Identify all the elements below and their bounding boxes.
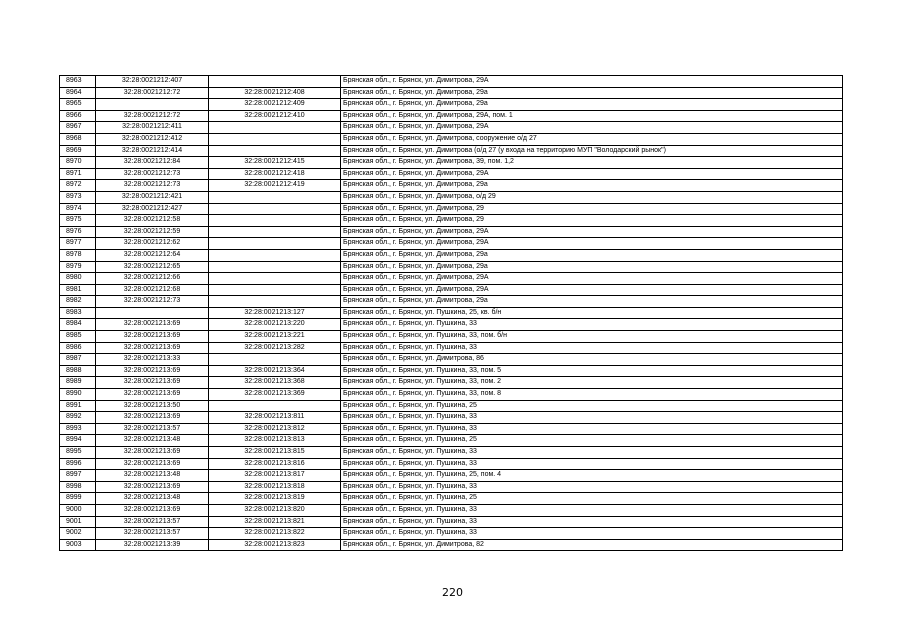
row-number-cell: 9000 xyxy=(60,504,96,516)
row-number-cell: 9001 xyxy=(60,516,96,528)
row-number-cell: 8978 xyxy=(60,249,96,261)
table-row xyxy=(60,203,843,215)
row-number-cell: 9003 xyxy=(60,539,96,551)
row-number-cell: 8993 xyxy=(60,423,96,435)
address-cell: Брянская обл., г. Брянск, ул. Пушкина, 33, пом. б/н xyxy=(341,331,843,343)
parcel-cadastral-number-cell: 32:28:0021212:421 xyxy=(96,191,209,203)
table-row xyxy=(60,504,843,516)
address-cell: Брянская обл., г. Брянск, ул. Димитрова, 29А, пом. 1 xyxy=(341,110,843,122)
address-cell: Брянская обл., г. Брянск, ул. Димитрова, 29А xyxy=(341,226,843,238)
parcel-cadastral-number-cell: 32:28:0021212:412 xyxy=(96,133,209,145)
object-cadastral-number-cell: 32:28:0021213:282 xyxy=(209,342,341,354)
parcel-cadastral-number-cell: 32:28:0021212:73 xyxy=(96,296,209,308)
object-cadastral-number-cell: 32:28:0021213:369 xyxy=(209,389,341,401)
table-row xyxy=(60,226,843,238)
table-row xyxy=(60,180,843,192)
row-number-cell: 8967 xyxy=(60,122,96,134)
row-number-cell: 8963 xyxy=(60,76,96,88)
parcel-cadastral-number-cell: 32:28:0021213:69 xyxy=(96,389,209,401)
object-cadastral-number-cell: 32:28:0021213:127 xyxy=(209,307,341,319)
address-cell: Брянская обл., г. Брянск, ул. Димитрова, 29А xyxy=(341,238,843,250)
address-cell: Брянская обл., г. Брянск, ул. Пушкина, 33 xyxy=(341,516,843,528)
row-number-cell: 8989 xyxy=(60,377,96,389)
parcel-cadastral-number-cell: 32:28:0021213:69 xyxy=(96,481,209,493)
table-row xyxy=(60,539,843,551)
table-row xyxy=(60,493,843,505)
parcel-cadastral-number-cell: 32:28:0021212:62 xyxy=(96,238,209,250)
address-cell: Брянская обл., г. Брянск, ул. Пушкина, 25, пом. 4 xyxy=(341,470,843,482)
object-cadastral-number-cell: 32:28:0021213:221 xyxy=(209,331,341,343)
row-number-cell: 8972 xyxy=(60,180,96,192)
page-number: 220 xyxy=(442,586,463,599)
address-cell: Брянская обл., г. Брянск, ул. Пушкина, 33 xyxy=(341,481,843,493)
row-number-cell: 8987 xyxy=(60,354,96,366)
object-cadastral-number-cell xyxy=(209,238,341,250)
parcel-cadastral-number-cell: 32:28:0021213:50 xyxy=(96,400,209,412)
table-row xyxy=(60,157,843,169)
parcel-cadastral-number-cell: 32:28:0021212:58 xyxy=(96,215,209,227)
row-number-cell: 8977 xyxy=(60,238,96,250)
table-row xyxy=(60,191,843,203)
row-number-cell: 8965 xyxy=(60,99,96,111)
object-cadastral-number-cell: 32:28:0021213:816 xyxy=(209,458,341,470)
address-cell: Брянская обл., г. Брянск, ул. Димитрова, 29а xyxy=(341,296,843,308)
address-cell: Брянская обл., г. Брянск, ул. Димитрова, 29а xyxy=(341,99,843,111)
object-cadastral-number-cell xyxy=(209,249,341,261)
table-row xyxy=(60,273,843,285)
table-row xyxy=(60,354,843,366)
object-cadastral-number-cell: 32:28:0021213:813 xyxy=(209,435,341,447)
parcel-cadastral-number-cell: 32:28:0021213:57 xyxy=(96,516,209,528)
object-cadastral-number-cell xyxy=(209,354,341,366)
row-number-cell: 8995 xyxy=(60,447,96,459)
table-row xyxy=(60,458,843,470)
address-cell: Брянская обл., г. Брянск, ул. Димитрова, 29А xyxy=(341,168,843,180)
table-row xyxy=(60,528,843,540)
row-number-cell: 8968 xyxy=(60,133,96,145)
parcel-cadastral-number-cell: 32:28:0021213:69 xyxy=(96,319,209,331)
parcel-cadastral-number-cell: 32:28:0021213:57 xyxy=(96,528,209,540)
row-number-cell: 8975 xyxy=(60,215,96,227)
object-cadastral-number-cell: 32:28:0021213:812 xyxy=(209,423,341,435)
row-number-cell: 8990 xyxy=(60,389,96,401)
table-row xyxy=(60,435,843,447)
parcel-cadastral-number-cell: 32:28:0021213:48 xyxy=(96,470,209,482)
address-cell: Брянская обл., г. Брянск, ул. Димитрова, 29 xyxy=(341,203,843,215)
table-row xyxy=(60,168,843,180)
address-cell: Брянская обл., г. Брянск, ул. Пушкина, 33 xyxy=(341,458,843,470)
address-cell: Брянская обл., г. Брянск, ул. Димитрова, 29А xyxy=(341,76,843,88)
object-cadastral-number-cell xyxy=(209,191,341,203)
parcel-cadastral-number-cell: 32:28:0021213:39 xyxy=(96,539,209,551)
parcel-cadastral-number-cell xyxy=(96,99,209,111)
address-cell: Брянская обл., г. Брянск, ул. Димитрова, 29а xyxy=(341,261,843,273)
parcel-cadastral-number-cell: 32:28:0021213:69 xyxy=(96,342,209,354)
parcel-cadastral-number-cell xyxy=(96,307,209,319)
object-cadastral-number-cell: 32:28:0021212:415 xyxy=(209,157,341,169)
object-cadastral-number-cell: 32:28:0021212:419 xyxy=(209,180,341,192)
row-number-cell: 8981 xyxy=(60,284,96,296)
row-number-cell: 8964 xyxy=(60,87,96,99)
parcel-cadastral-number-cell: 32:28:0021213:48 xyxy=(96,435,209,447)
table-row xyxy=(60,470,843,482)
address-cell: Брянская обл., г. Брянск, ул. Пушкина, 33 xyxy=(341,423,843,435)
parcel-cadastral-number-cell: 32:28:0021212:59 xyxy=(96,226,209,238)
table-row xyxy=(60,122,843,134)
address-cell: Брянская обл., г. Брянск, ул. Димитрова, 29А xyxy=(341,284,843,296)
row-number-cell: 8994 xyxy=(60,435,96,447)
parcel-cadastral-number-cell: 32:28:0021213:69 xyxy=(96,412,209,424)
object-cadastral-number-cell xyxy=(209,296,341,308)
parcel-cadastral-number-cell: 32:28:0021213:69 xyxy=(96,331,209,343)
object-cadastral-number-cell: 32:28:0021212:410 xyxy=(209,110,341,122)
object-cadastral-number-cell: 32:28:0021213:819 xyxy=(209,493,341,505)
object-cadastral-number-cell: 32:28:0021213:821 xyxy=(209,516,341,528)
table-row xyxy=(60,423,843,435)
address-cell: Брянская обл., г. Брянск, ул. Пушкина, 25 xyxy=(341,400,843,412)
table-row xyxy=(60,365,843,377)
table-row xyxy=(60,307,843,319)
object-cadastral-number-cell xyxy=(209,226,341,238)
parcel-cadastral-number-cell: 32:28:0021213:69 xyxy=(96,377,209,389)
row-number-cell: 8979 xyxy=(60,261,96,273)
object-cadastral-number-cell: 32:28:0021213:220 xyxy=(209,319,341,331)
address-cell: Брянская обл., г. Брянск, ул. Пушкина, 25 xyxy=(341,435,843,447)
row-number-cell: 8969 xyxy=(60,145,96,157)
table-row xyxy=(60,481,843,493)
object-cadastral-number-cell: 32:28:0021213:815 xyxy=(209,447,341,459)
row-number-cell: 8974 xyxy=(60,203,96,215)
address-cell: Брянская обл., г. Брянск, ул. Димитрова, 39, пом. 1,2 xyxy=(341,157,843,169)
row-number-cell: 8971 xyxy=(60,168,96,180)
parcel-cadastral-number-cell: 32:28:0021213:69 xyxy=(96,458,209,470)
parcel-cadastral-number-cell: 32:28:0021213:57 xyxy=(96,423,209,435)
object-cadastral-number-cell xyxy=(209,215,341,227)
row-number-cell: 8991 xyxy=(60,400,96,412)
parcel-cadastral-number-cell: 32:28:0021213:33 xyxy=(96,354,209,366)
table-row xyxy=(60,133,843,145)
table-row xyxy=(60,145,843,157)
object-cadastral-number-cell xyxy=(209,145,341,157)
table-row xyxy=(60,389,843,401)
address-cell: Брянская обл., г. Брянск, ул. Пушкина, 25 xyxy=(341,493,843,505)
row-number-cell: 8992 xyxy=(60,412,96,424)
object-cadastral-number-cell xyxy=(209,122,341,134)
row-number-cell: 8970 xyxy=(60,157,96,169)
object-cadastral-number-cell xyxy=(209,133,341,145)
cadastral-table xyxy=(59,75,843,551)
table-body xyxy=(60,76,843,551)
object-cadastral-number-cell: 32:28:0021212:408 xyxy=(209,87,341,99)
table-row xyxy=(60,261,843,273)
row-number-cell: 8988 xyxy=(60,365,96,377)
address-cell: Брянская обл., г. Брянск, ул. Димитрова (о/д 27 (у входа на территорию МУП "Володарский рынок") xyxy=(341,145,843,157)
address-cell: Брянская обл., г. Брянск, ул. Димитрова, 29 xyxy=(341,215,843,227)
row-number-cell: 8997 xyxy=(60,470,96,482)
object-cadastral-number-cell: 32:28:0021213:818 xyxy=(209,481,341,493)
parcel-cadastral-number-cell: 32:28:0021212:407 xyxy=(96,76,209,88)
address-cell: Брянская обл., г. Брянск, ул. Димитрова, сооружение о/д 27 xyxy=(341,133,843,145)
table-row xyxy=(60,319,843,331)
row-number-cell: 8976 xyxy=(60,226,96,238)
address-cell: Брянская обл., г. Брянск, ул. Пушкина, 33 xyxy=(341,319,843,331)
address-cell: Брянская обл., г. Брянск, ул. Пушкина, 33, пом. 8 xyxy=(341,389,843,401)
address-cell: Брянская обл., г. Брянск, ул. Пушкина, 25, кв. б/н xyxy=(341,307,843,319)
object-cadastral-number-cell: 32:28:0021213:368 xyxy=(209,377,341,389)
address-cell: Брянская обл., г. Брянск, ул. Пушкина, 33 xyxy=(341,412,843,424)
parcel-cadastral-number-cell: 32:28:0021213:48 xyxy=(96,493,209,505)
parcel-cadastral-number-cell: 32:28:0021213:69 xyxy=(96,447,209,459)
address-cell: Брянская обл., г. Брянск, ул. Пушкина, 33, пом. 2 xyxy=(341,377,843,389)
parcel-cadastral-number-cell: 32:28:0021213:69 xyxy=(96,365,209,377)
object-cadastral-number-cell xyxy=(209,284,341,296)
address-cell: Брянская обл., г. Брянск, ул. Пушкина, 33, пом. 5 xyxy=(341,365,843,377)
object-cadastral-number-cell: 32:28:0021213:822 xyxy=(209,528,341,540)
table-row xyxy=(60,215,843,227)
object-cadastral-number-cell: 32:28:0021213:823 xyxy=(209,539,341,551)
address-cell: Брянская обл., г. Брянск, ул. Димитрова, 29а xyxy=(341,87,843,99)
table-row xyxy=(60,238,843,250)
parcel-cadastral-number-cell: 32:28:0021212:411 xyxy=(96,122,209,134)
object-cadastral-number-cell xyxy=(209,400,341,412)
parcel-cadastral-number-cell: 32:28:0021212:65 xyxy=(96,261,209,273)
address-cell: Брянская обл., г. Брянск, ул. Димитрова, 29А xyxy=(341,273,843,285)
object-cadastral-number-cell: 32:28:0021213:820 xyxy=(209,504,341,516)
table-row xyxy=(60,284,843,296)
parcel-cadastral-number-cell: 32:28:0021212:73 xyxy=(96,168,209,180)
row-number-cell: 8980 xyxy=(60,273,96,285)
address-cell: Брянская обл., г. Брянск, ул. Пушкина, 33 xyxy=(341,447,843,459)
table-row xyxy=(60,412,843,424)
parcel-cadastral-number-cell: 32:28:0021212:68 xyxy=(96,284,209,296)
row-number-cell: 8999 xyxy=(60,493,96,505)
table-row xyxy=(60,99,843,111)
row-number-cell: 8998 xyxy=(60,481,96,493)
object-cadastral-number-cell xyxy=(209,273,341,285)
address-cell: Брянская обл., г. Брянск, ул. Димитрова, 82 xyxy=(341,539,843,551)
address-cell: Брянская обл., г. Брянск, ул. Димитрова, 29а xyxy=(341,180,843,192)
parcel-cadastral-number-cell: 32:28:0021212:66 xyxy=(96,273,209,285)
table-row xyxy=(60,249,843,261)
table-row xyxy=(60,400,843,412)
address-cell: Брянская обл., г. Брянск, ул. Димитрова, 29а xyxy=(341,249,843,261)
parcel-cadastral-number-cell: 32:28:0021212:73 xyxy=(96,180,209,192)
object-cadastral-number-cell: 32:28:0021213:817 xyxy=(209,470,341,482)
object-cadastral-number-cell: 32:28:0021212:409 xyxy=(209,99,341,111)
table-row xyxy=(60,342,843,354)
table-row xyxy=(60,76,843,88)
parcel-cadastral-number-cell: 32:28:0021212:72 xyxy=(96,87,209,99)
row-number-cell: 8966 xyxy=(60,110,96,122)
parcel-cadastral-number-cell: 32:28:0021212:64 xyxy=(96,249,209,261)
address-cell: Брянская обл., г. Брянск, ул. Пушкина, 33 xyxy=(341,504,843,516)
object-cadastral-number-cell xyxy=(209,203,341,215)
address-cell: Брянская обл., г. Брянск, ул. Димитрова, 86 xyxy=(341,354,843,366)
object-cadastral-number-cell: 32:28:0021212:418 xyxy=(209,168,341,180)
parcel-cadastral-number-cell: 32:28:0021212:72 xyxy=(96,110,209,122)
parcel-cadastral-number-cell: 32:28:0021212:427 xyxy=(96,203,209,215)
object-cadastral-number-cell: 32:28:0021213:364 xyxy=(209,365,341,377)
row-number-cell: 9002 xyxy=(60,528,96,540)
table-row xyxy=(60,296,843,308)
row-number-cell: 8996 xyxy=(60,458,96,470)
table-row xyxy=(60,377,843,389)
row-number-cell: 8982 xyxy=(60,296,96,308)
table-row xyxy=(60,516,843,528)
table-row xyxy=(60,87,843,99)
parcel-cadastral-number-cell: 32:28:0021212:414 xyxy=(96,145,209,157)
parcel-cadastral-number-cell: 32:28:0021212:84 xyxy=(96,157,209,169)
row-number-cell: 8984 xyxy=(60,319,96,331)
table-row xyxy=(60,110,843,122)
object-cadastral-number-cell xyxy=(209,76,341,88)
row-number-cell: 8983 xyxy=(60,307,96,319)
row-number-cell: 8973 xyxy=(60,191,96,203)
object-cadastral-number-cell xyxy=(209,261,341,273)
address-cell: Брянская обл., г. Брянск, ул. Димитрова, о/д 29 xyxy=(341,191,843,203)
object-cadastral-number-cell: 32:28:0021213:811 xyxy=(209,412,341,424)
address-cell: Брянская обл., г. Брянск, ул. Димитрова, 29А xyxy=(341,122,843,134)
row-number-cell: 8985 xyxy=(60,331,96,343)
table-row xyxy=(60,331,843,343)
address-cell: Брянская обл., г. Брянск, ул. Пушкина, 33 xyxy=(341,342,843,354)
parcel-cadastral-number-cell: 32:28:0021213:69 xyxy=(96,504,209,516)
table-row xyxy=(60,447,843,459)
row-number-cell: 8986 xyxy=(60,342,96,354)
address-cell: Брянская обл., г. Брянск, ул. Пушкина, 33 xyxy=(341,528,843,540)
